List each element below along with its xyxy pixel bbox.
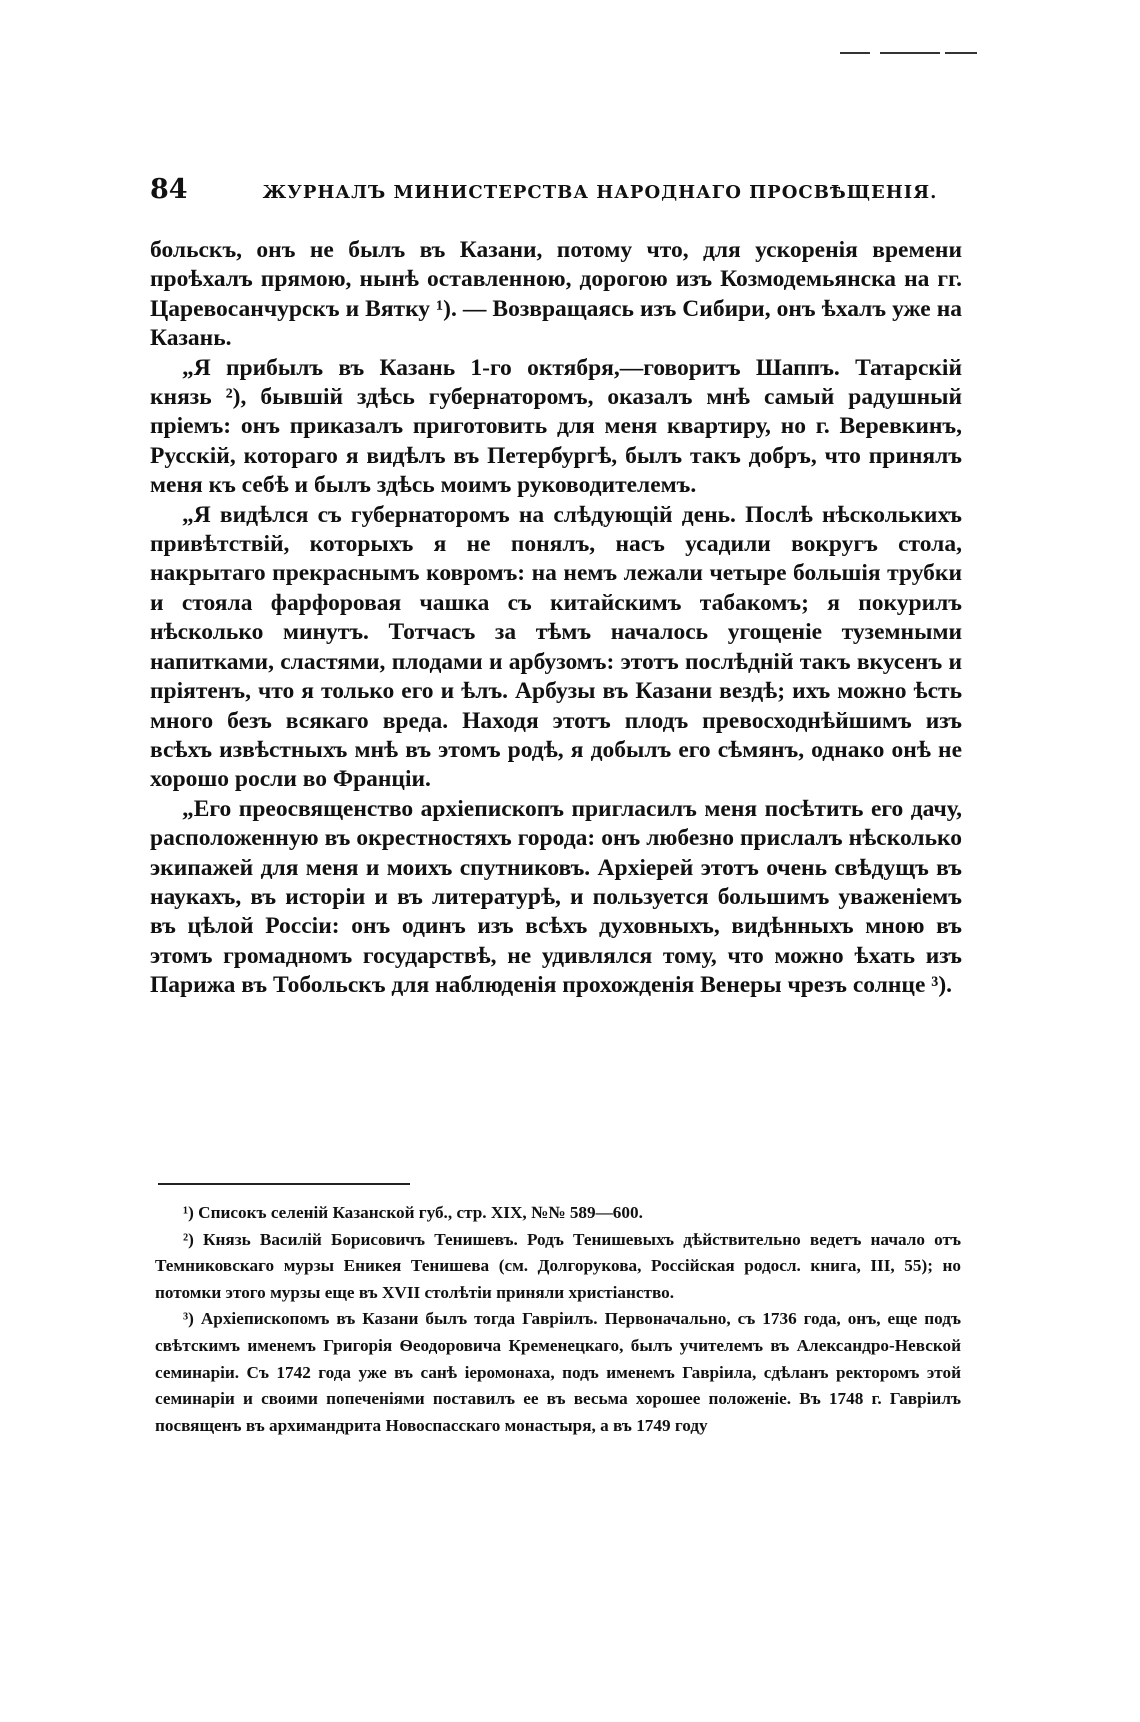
footnote-rule bbox=[158, 1183, 410, 1185]
footnote: ²) Князь Василій Борисовичъ Тенишевъ. Родъ Тенишевыхъ дѣйствительно ведетъ начало отъ Темниковскаго мурзы Еникея Тенишева (см. Долгорукова, Россійская родосл. книга, III, 55); но потомки этого мурзы еще въ XVII столѣтіи приняли христіанство. bbox=[155, 1229, 961, 1302]
page-header bbox=[150, 174, 960, 205]
footnote: ¹) Списокъ селеній Казанской губ., стр. XIX, №№ 589—600. bbox=[183, 1203, 643, 1222]
paragraph: больскъ, онъ не былъ въ Казани, потому что, для ускоренія времени проѣхалъ прямою, нынѣ оставленною, дорогою изъ Козмодемьянска на гг. Царевосанчурскъ и Вятку ¹). — Возвращаясь изъ Сибири, онъ ѣхалъ уже на Казань. bbox=[150, 237, 962, 352]
page-number: 84 bbox=[150, 174, 188, 205]
scan-artifact bbox=[880, 52, 940, 54]
scan-artifact bbox=[840, 52, 870, 54]
paragraph: „Я прибылъ въ Казань 1-го октября,—говоритъ Шаппъ. Татарскій князь ²), бывшій здѣсь губернаторомъ, оказалъ мнѣ самый радушный пріемъ: онъ приказалъ приготовить для меня квартиру, но г. Веревкинъ, Русскій, котораго я видѣлъ въ Петербургѣ, былъ такъ добръ, что принялъ меня къ себѣ и былъ здѣсь моимъ руководителемъ. bbox=[150, 354, 962, 499]
main-text bbox=[150, 236, 962, 1001]
paragraph: „Его преосвященство архіепископъ пригласилъ меня посѣтить его дачу, расположенную въ окрестностяхъ города: онъ любезно прислалъ нѣсколько экипажей для меня и моихъ спутниковъ. Архіерей этотъ очень свѣдущъ въ наукахъ, въ исторіи и въ литературѣ, и пользуется большимъ уваженіемъ въ цѣлой Россіи: онъ одинъ изъ всѣхъ духовныхъ, видѣнныхъ мною въ этомъ громадномъ государствѣ, не удивлялся тому, что можно ѣхать изъ Парижа въ Тобольскъ для наблюденія прохожденія Венеры чрезъ солнце ³). bbox=[150, 795, 962, 999]
footnotes bbox=[155, 1200, 961, 1439]
footnote: ³) Архіепископомъ въ Казани былъ тогда Гавріилъ. Первоначально, съ 1736 года, онъ, еще подъ свѣтскимъ именемъ Григорія Ѳеодоровича Кременецкаго, былъ учителемъ въ Александро-Невской семинаріи. Съ 1742 года уже въ санѣ іеромонаха, подъ именемъ Гавріила, сдѣланъ ректоромъ этой семинаріи и своими попеченіями поставилъ ее въ весьма хорошее положеніе. Въ 1748 г. Гавріилъ посвященъ въ архимандрита Новоспасскаго монастыря, а въ 1749 году bbox=[155, 1309, 961, 1435]
running-head: ЖУРНАЛЪ МИНИСТЕРСТВА НАРОДНАГО ПРОСВѢЩЕНІЯ. bbox=[262, 182, 938, 203]
scan-artifact bbox=[945, 52, 977, 54]
paragraph: „Я видѣлся съ губернаторомъ на слѣдующій день. Послѣ нѣсколькихъ привѣтствій, которыхъ я не понялъ, насъ усадили вокругъ стола, накрытаго прекраснымъ ковромъ: на немъ лежали четыре большія трубки и стояла фарфоровая чашка съ китайскимъ табакомъ; я покурилъ нѣсколько минутъ. Тотчасъ за тѣмъ началось угощеніе туземными напитками, сластями, плодами и арбузомъ: этотъ послѣдній такъ вкусенъ и пріятенъ, что я только его и ѣлъ. Арбузы въ Казани вездѣ; ихъ можно ѣсть много безъ всякаго вреда. Находя этотъ плодъ превосходнѣйшимъ изъ всѣхъ извѣстныхъ мнѣ въ этомъ родѣ, я добылъ его сѣмянъ, однако онѣ не хорошо росли во Франціи. bbox=[150, 501, 962, 793]
